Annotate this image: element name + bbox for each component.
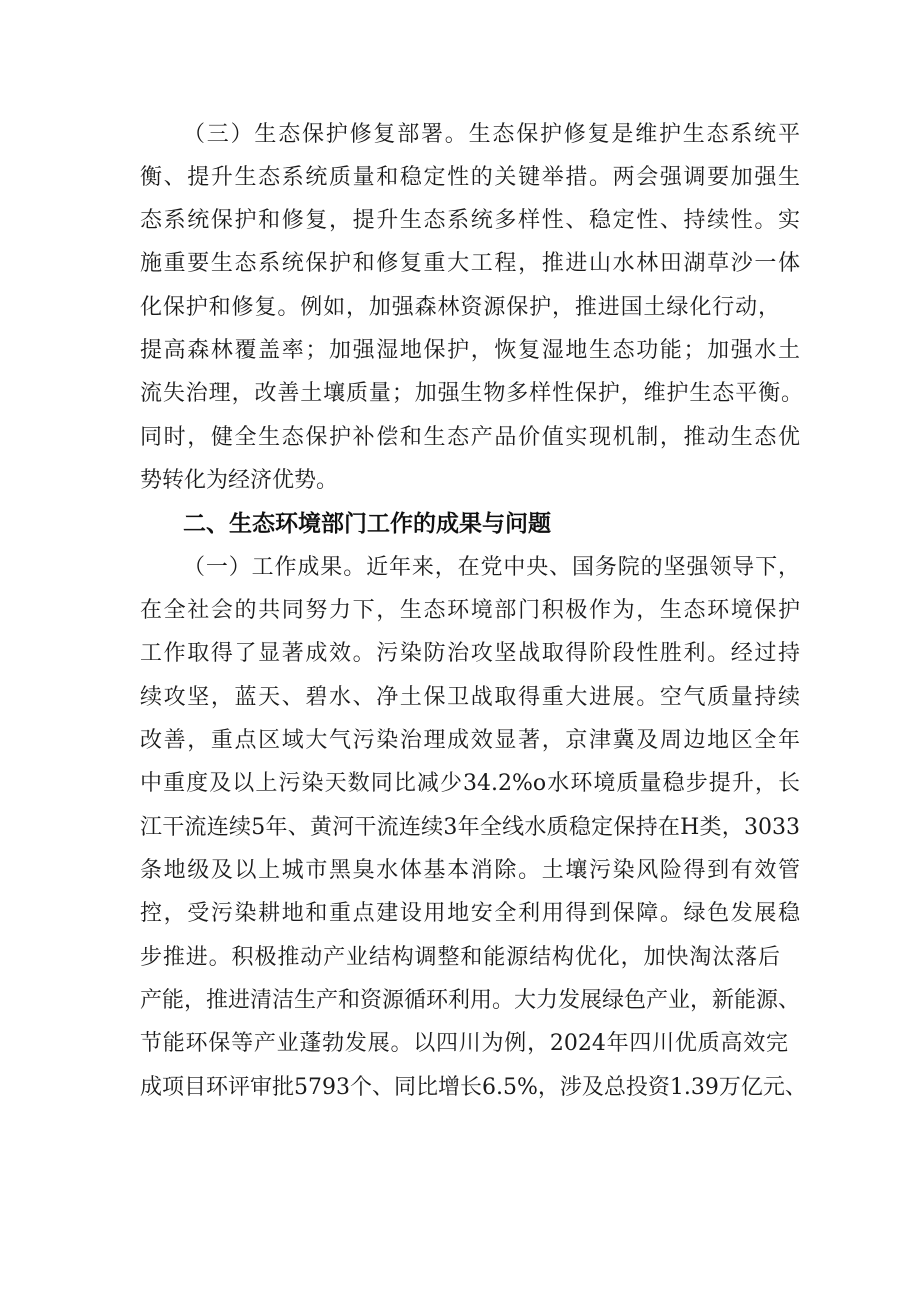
paragraph-2-line-8: 条地级及以上城市黑臭水体基本消除。土壤污染风险得到有效管 — [140, 858, 800, 883]
paragraph-1-line-7: 流失治理，改善土壤质量；加强生物多样性保护，维护生态平衡。 — [140, 381, 803, 406]
paragraph-2-line-13: 成项目环评审批5793个、同比增长6.5%，涉及总投资1.39万亿元、 — [140, 1075, 807, 1100]
paragraph-2-line-9: 控，受污染耕地和重点建设用地安全利用得到保障。绿色发展稳 — [140, 901, 800, 926]
paragraph-1-line-9: 势转化为经济优势。 — [140, 468, 339, 493]
paragraph-2-line-2: 在全社会的共同努力下，生态环境部门积极作为，生态环境保护 — [140, 598, 800, 623]
paragraph-2-line-12: 节能环保等产业蓬勃发展。以四川为例，2024年四川优质高效完 — [140, 1031, 788, 1056]
paragraph-1-line-8: 同时，健全生态保护补偿和生态产品价值实现机制，推动生态优 — [140, 425, 800, 450]
paragraph-1-line-1: （三）生态保护修复部署。生态保护修复是维护生态系统平 — [183, 122, 800, 147]
paragraph-2-line-10: 步推进。积极推动产业结构调整和能源结构优化，加快淘汰落后 — [140, 945, 780, 970]
paragraph-1-line-2: 衡、提升生态系统质量和稳定性的关键举措。两会强调要加强生 — [140, 165, 800, 190]
paragraph-2-line-4: 续攻坚，蓝天、碧水、净土保卫战取得重大进展。空气质量持续 — [140, 685, 800, 710]
paragraph-1-line-6: 提高森林覆盖率；加强湿地保护，恢复湿地生态功能；加强水土 — [140, 338, 800, 363]
paragraph-2-line-1: （一）工作成果。近年来，在党中央、国务院的坚强领导下， — [183, 555, 800, 580]
paragraph-2-line-7: 江干流连续5年、黄河干流连续3年全线水质稳定保持在H类，3033 — [140, 815, 800, 840]
section-heading: 二、生态环境部门工作的成果与问题 — [183, 511, 551, 537]
paragraph-1-line-5: 化保护和修复。例如，加强森林资源保护，推进国土绿化行动， — [140, 295, 780, 320]
paragraph-2-line-3: 工作取得了显著成效。污染防治攻坚战取得阶段性胜利。经过持 — [140, 641, 800, 666]
paragraph-2-line-11: 产能，推进清洁生产和资源循环利用。大力发展绿色产业，新能源、 — [140, 988, 801, 1013]
paragraph-1-line-3: 态系统保护和修复，提升生态系统多样性、稳定性、持续性。实 — [140, 208, 800, 233]
paragraph-1-line-4: 施重要生态系统保护和修复重大工程，推进山水林田湖草沙一体 — [140, 251, 800, 276]
paragraph-2-line-6: 中重度及以上污染天数同比减少34.2%o水环境质量稳步提升，长 — [140, 771, 800, 796]
paragraph-2-line-5: 改善，重点区域大气污染治理成效显著，京津冀及周边地区全年 — [140, 728, 800, 753]
